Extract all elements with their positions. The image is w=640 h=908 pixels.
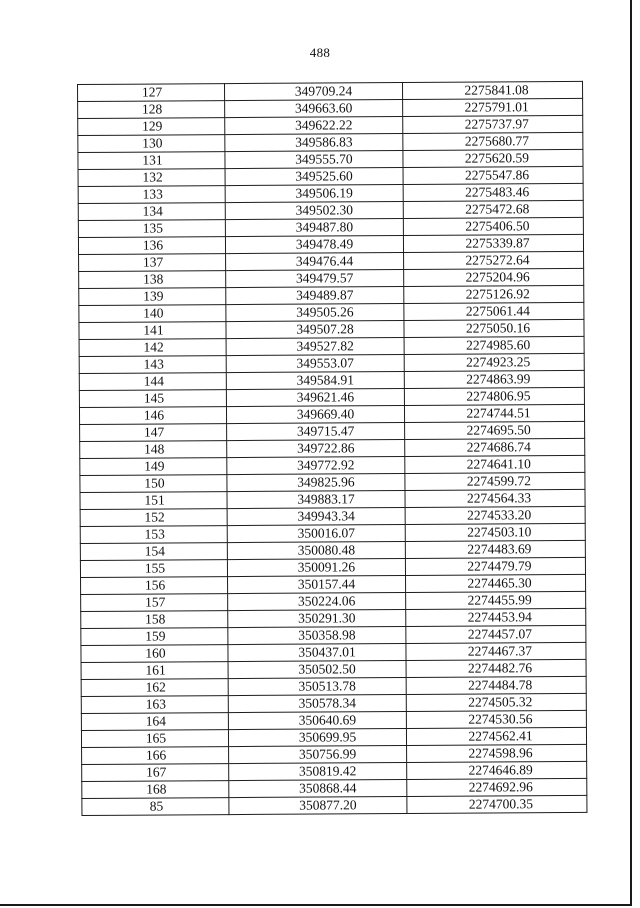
x-coordinate-cell: 350513.78 bbox=[228, 678, 406, 696]
x-coordinate-cell: 349476.44 bbox=[226, 253, 404, 271]
y-coordinate-cell: 2274692.96 bbox=[407, 778, 587, 796]
y-coordinate-cell: 2274695.50 bbox=[405, 421, 585, 439]
y-coordinate-cell: 2274599.72 bbox=[405, 472, 585, 490]
y-coordinate-cell: 2275406.50 bbox=[403, 217, 583, 235]
x-coordinate-cell: 350157.44 bbox=[228, 576, 406, 594]
point-number-cell: 136 bbox=[78, 237, 225, 255]
x-coordinate-cell: 349709.24 bbox=[225, 83, 403, 101]
point-number-cell: 151 bbox=[80, 492, 227, 510]
point-number-cell: 148 bbox=[80, 441, 227, 459]
point-number-cell: 146 bbox=[79, 407, 226, 425]
y-coordinate-cell: 2274505.32 bbox=[406, 693, 586, 711]
point-number-cell: 164 bbox=[81, 713, 228, 731]
point-number-cell: 159 bbox=[81, 628, 228, 646]
y-coordinate-cell: 2274457.07 bbox=[406, 625, 586, 643]
y-coordinate-cell: 2275791.01 bbox=[403, 98, 583, 116]
point-number-cell: 143 bbox=[79, 356, 226, 374]
x-coordinate-cell: 349487.80 bbox=[225, 219, 403, 237]
x-coordinate-cell: 350502.50 bbox=[228, 661, 406, 679]
x-coordinate-cell: 349715.47 bbox=[227, 423, 405, 441]
point-number-cell: 128 bbox=[78, 101, 225, 119]
y-coordinate-cell: 2274985.60 bbox=[404, 336, 584, 354]
x-coordinate-cell: 349479.57 bbox=[226, 270, 404, 288]
y-coordinate-cell: 2274479.79 bbox=[405, 557, 585, 575]
point-number-cell: 149 bbox=[80, 458, 227, 476]
x-coordinate-cell: 349553.07 bbox=[226, 355, 404, 373]
x-coordinate-cell: 349722.86 bbox=[227, 440, 405, 458]
x-coordinate-cell: 350699.95 bbox=[228, 728, 406, 746]
x-coordinate-cell: 350091.26 bbox=[227, 559, 405, 577]
point-number-cell: 163 bbox=[81, 696, 228, 714]
point-number-cell: 130 bbox=[78, 135, 225, 153]
point-number-cell: 141 bbox=[79, 322, 226, 340]
point-number-cell: 161 bbox=[81, 662, 228, 680]
y-coordinate-cell: 2275737.97 bbox=[403, 115, 583, 133]
x-coordinate-cell: 349669.40 bbox=[226, 406, 404, 424]
y-coordinate-cell: 2274533.20 bbox=[405, 506, 585, 524]
y-coordinate-cell: 2274923.25 bbox=[404, 353, 584, 371]
x-coordinate-cell: 349555.70 bbox=[225, 151, 403, 169]
x-coordinate-cell: 350437.01 bbox=[228, 644, 406, 662]
x-coordinate-cell: 349507.28 bbox=[226, 321, 404, 339]
y-coordinate-cell: 2275061.44 bbox=[404, 302, 584, 320]
y-coordinate-cell: 2274503.10 bbox=[405, 523, 585, 541]
x-coordinate-cell: 349621.46 bbox=[226, 389, 404, 407]
y-coordinate-cell: 2274465.30 bbox=[406, 574, 586, 592]
point-number-cell: 132 bbox=[78, 169, 225, 187]
y-coordinate-cell: 2274562.41 bbox=[406, 727, 586, 745]
y-coordinate-cell: 2274467.37 bbox=[406, 642, 586, 660]
x-coordinate-cell: 349883.17 bbox=[227, 491, 405, 509]
point-number-cell: 137 bbox=[79, 254, 226, 272]
y-coordinate-cell: 2274863.99 bbox=[404, 370, 584, 388]
y-coordinate-cell: 2274598.96 bbox=[407, 744, 587, 762]
x-coordinate-cell: 350819.42 bbox=[229, 762, 407, 780]
point-number-cell: 138 bbox=[79, 271, 226, 289]
x-coordinate-cell: 349502.30 bbox=[225, 202, 403, 220]
point-number-cell: 150 bbox=[80, 475, 227, 493]
x-coordinate-cell: 350877.20 bbox=[229, 796, 407, 814]
y-coordinate-cell: 2275620.59 bbox=[403, 149, 583, 167]
point-number-cell: 158 bbox=[81, 611, 228, 629]
point-number-cell: 153 bbox=[80, 526, 227, 544]
y-coordinate-cell: 2275472.68 bbox=[403, 200, 583, 218]
x-coordinate-cell: 349772.92 bbox=[227, 457, 405, 475]
x-coordinate-cell: 350080.48 bbox=[227, 542, 405, 560]
x-coordinate-cell: 350016.07 bbox=[227, 525, 405, 543]
x-coordinate-cell: 350756.99 bbox=[229, 745, 407, 763]
y-coordinate-cell: 2274806.95 bbox=[404, 387, 584, 405]
x-coordinate-cell: 349586.83 bbox=[225, 134, 403, 152]
y-coordinate-cell: 2275680.77 bbox=[403, 132, 583, 150]
y-coordinate-cell: 2275547.86 bbox=[403, 166, 583, 184]
page-number: 488 bbox=[309, 45, 331, 60]
point-number-cell: 145 bbox=[79, 390, 226, 408]
x-coordinate-cell: 349527.82 bbox=[226, 338, 404, 356]
y-coordinate-cell: 2274700.35 bbox=[407, 795, 587, 813]
y-coordinate-cell: 2274483.69 bbox=[405, 540, 585, 558]
point-number-cell: 139 bbox=[79, 288, 226, 306]
y-coordinate-cell: 2274455.99 bbox=[406, 591, 586, 609]
point-number-cell: 134 bbox=[78, 203, 225, 221]
point-number-cell: 135 bbox=[78, 220, 225, 238]
x-coordinate-cell: 350358.98 bbox=[228, 627, 406, 645]
point-number-cell: 129 bbox=[78, 118, 225, 136]
x-coordinate-cell: 350578.34 bbox=[228, 695, 406, 713]
x-coordinate-cell: 349505.26 bbox=[226, 304, 404, 322]
y-coordinate-cell: 2274744.51 bbox=[404, 404, 584, 422]
x-coordinate-cell: 349622.22 bbox=[225, 117, 403, 135]
point-number-cell: 127 bbox=[78, 84, 225, 102]
point-number-cell: 131 bbox=[78, 152, 225, 170]
point-number-cell: 167 bbox=[82, 764, 229, 782]
x-coordinate-cell: 350640.69 bbox=[228, 711, 406, 729]
point-number-cell: 85 bbox=[82, 798, 229, 816]
coordinates-table-body bbox=[78, 81, 587, 815]
y-coordinate-cell: 2275050.16 bbox=[404, 319, 584, 337]
y-coordinate-cell: 2274641.10 bbox=[405, 455, 585, 473]
y-coordinate-cell: 2274646.89 bbox=[407, 761, 587, 779]
x-coordinate-cell: 349584.91 bbox=[226, 372, 404, 390]
point-number-cell: 157 bbox=[81, 594, 228, 612]
x-coordinate-cell: 350868.44 bbox=[229, 779, 407, 797]
point-number-cell: 160 bbox=[81, 645, 228, 663]
y-coordinate-cell: 2275339.87 bbox=[403, 234, 583, 252]
x-coordinate-cell: 349663.60 bbox=[225, 100, 403, 118]
y-coordinate-cell: 2275204.96 bbox=[404, 268, 584, 286]
x-coordinate-cell: 350224.06 bbox=[228, 593, 406, 611]
table-row bbox=[82, 795, 587, 815]
point-number-cell: 168 bbox=[82, 781, 229, 799]
y-coordinate-cell: 2274484.78 bbox=[406, 676, 586, 694]
x-coordinate-cell: 349478.49 bbox=[225, 236, 403, 254]
y-coordinate-cell: 2275483.46 bbox=[403, 183, 583, 201]
y-coordinate-cell: 2275272.64 bbox=[404, 251, 584, 269]
point-number-cell: 144 bbox=[79, 373, 226, 391]
point-number-cell: 142 bbox=[79, 339, 226, 357]
point-number-cell: 154 bbox=[80, 543, 227, 561]
point-number-cell: 155 bbox=[80, 560, 227, 578]
y-coordinate-cell: 2275126.92 bbox=[404, 285, 584, 303]
x-coordinate-cell: 349489.87 bbox=[226, 287, 404, 305]
point-number-cell: 133 bbox=[78, 186, 225, 204]
y-coordinate-cell: 2274530.56 bbox=[406, 710, 586, 728]
y-coordinate-cell: 2274482.76 bbox=[406, 659, 586, 677]
point-number-cell: 165 bbox=[81, 730, 228, 748]
coordinates-table bbox=[77, 81, 587, 816]
y-coordinate-cell: 2274686.74 bbox=[405, 438, 585, 456]
point-number-cell: 147 bbox=[80, 424, 227, 442]
point-number-cell: 156 bbox=[81, 577, 228, 595]
x-coordinate-cell: 349525.60 bbox=[225, 168, 403, 186]
x-coordinate-cell: 349943.34 bbox=[227, 508, 405, 526]
point-number-cell: 152 bbox=[80, 509, 227, 527]
y-coordinate-cell: 2274453.94 bbox=[406, 608, 586, 626]
point-number-cell: 166 bbox=[82, 747, 229, 765]
y-coordinate-cell: 2275841.08 bbox=[402, 81, 582, 99]
x-coordinate-cell: 350291.30 bbox=[228, 610, 406, 628]
x-coordinate-cell: 349825.96 bbox=[227, 474, 405, 492]
point-number-cell: 140 bbox=[79, 305, 226, 323]
y-coordinate-cell: 2274564.33 bbox=[405, 489, 585, 507]
x-coordinate-cell: 349506.19 bbox=[225, 185, 403, 203]
point-number-cell: 162 bbox=[81, 679, 228, 697]
